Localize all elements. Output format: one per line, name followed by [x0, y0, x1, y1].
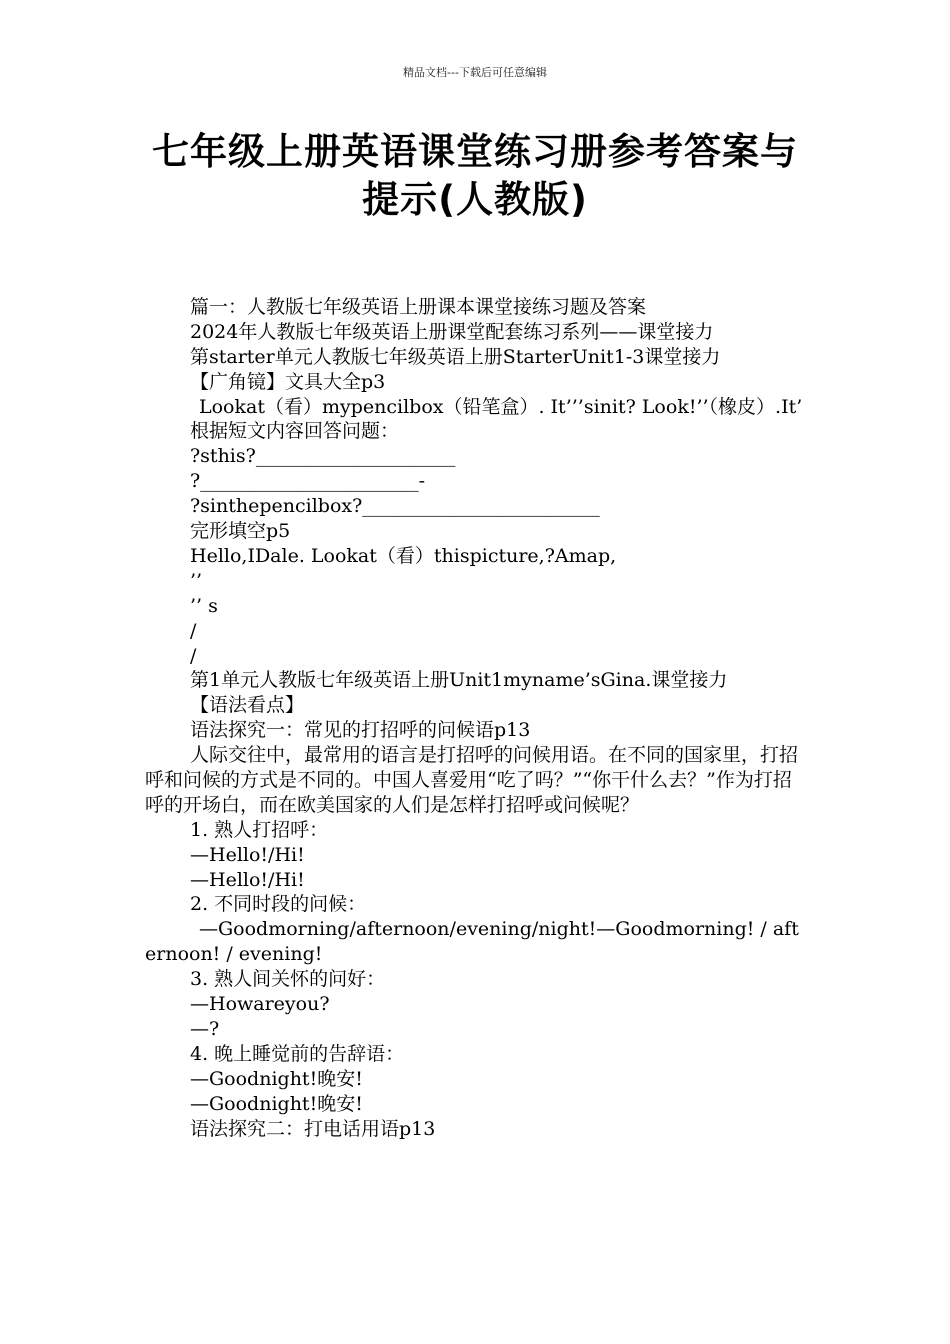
section-heading: 篇一：人教版七年级英语上册课本课堂接练习题及答案	[190, 296, 647, 318]
paragraph: 第starter单元人教版七年级英语上册StarterUnit1-3课堂接力	[190, 345, 721, 368]
subheading: 语法探究二：打电话用语p13	[190, 1117, 436, 1140]
dialog-line: —Howareyou?	[190, 993, 330, 1016]
dialog-line: —Hello!/Hi!	[190, 868, 305, 891]
paragraph: 2024年人教版七年级英语上册课堂配套练习系列——课堂接力	[190, 320, 714, 343]
document-title	[100, 128, 850, 224]
dialog-line: —?	[190, 1017, 220, 1040]
subheading: 完形填空p5	[190, 520, 291, 543]
paragraph: ’’ s	[190, 594, 218, 617]
paragraph: Hello,IDale. Lookat（看）thispicture,?Amap,	[190, 544, 617, 567]
dialog-line: —Goodnight!晚安!	[190, 1092, 363, 1115]
paragraph: ’’	[190, 569, 203, 592]
question-line: ?sinthepencilbox?_________________________	[190, 495, 600, 518]
question-line: ?_______________________-	[190, 470, 426, 493]
paragraph: 根据短文内容回答问题：	[190, 420, 400, 443]
paragraph: Lookat（看）mypencilbox（铅笔盒）. It’’’sinit? Look!’’（橡皮）.It’	[199, 395, 803, 418]
title-line-2: 提示(人教版)	[362, 178, 588, 221]
header-note: 精品文档---下载后可任意编辑	[403, 66, 547, 79]
dialog-line: —Goodnight!晚安!	[190, 1067, 363, 1090]
question-line: ?sthis?_____________________	[190, 445, 456, 468]
list-item: 3. 熟人间关怀的问好：	[190, 968, 386, 991]
subheading: 【语法看点】	[190, 694, 305, 717]
document-body	[145, 295, 807, 1141]
list-item: 2. 不同时段的问候：	[190, 893, 367, 916]
title-line-1: 七年级上册英语课堂练习册参考答案与	[152, 130, 798, 173]
list-item: 4. 晚上睡觉前的告辞语：	[190, 1042, 405, 1065]
subheading: 语法探究一：常见的打招呼的问候语p13	[190, 719, 531, 742]
dialog-line: —Goodmorning/afternoon/evening/night!—Goodmorning! / afternoon! / evening!	[145, 918, 799, 966]
dialog-line: —Hello!/Hi!	[190, 843, 305, 866]
paragraph: /	[190, 644, 197, 667]
list-item: 1. 熟人打招呼：	[190, 818, 329, 841]
paragraph: /	[190, 619, 197, 642]
section-heading: 第1单元人教版七年级英语上册Unit1myname’sGina.课堂接力	[190, 669, 728, 692]
paragraph: 人际交往中，最常用的语言是打招呼的问候用语。在不同的国家里，打招呼和问候的方式是不同的。中国人喜爱用“吃了吗？”“你干什么去？”作为打招呼的开场白，而在欧美国家的人们是怎样打招呼或问候呢？	[145, 744, 799, 816]
subheading: 【广角镜】文具大全p3	[190, 370, 386, 393]
